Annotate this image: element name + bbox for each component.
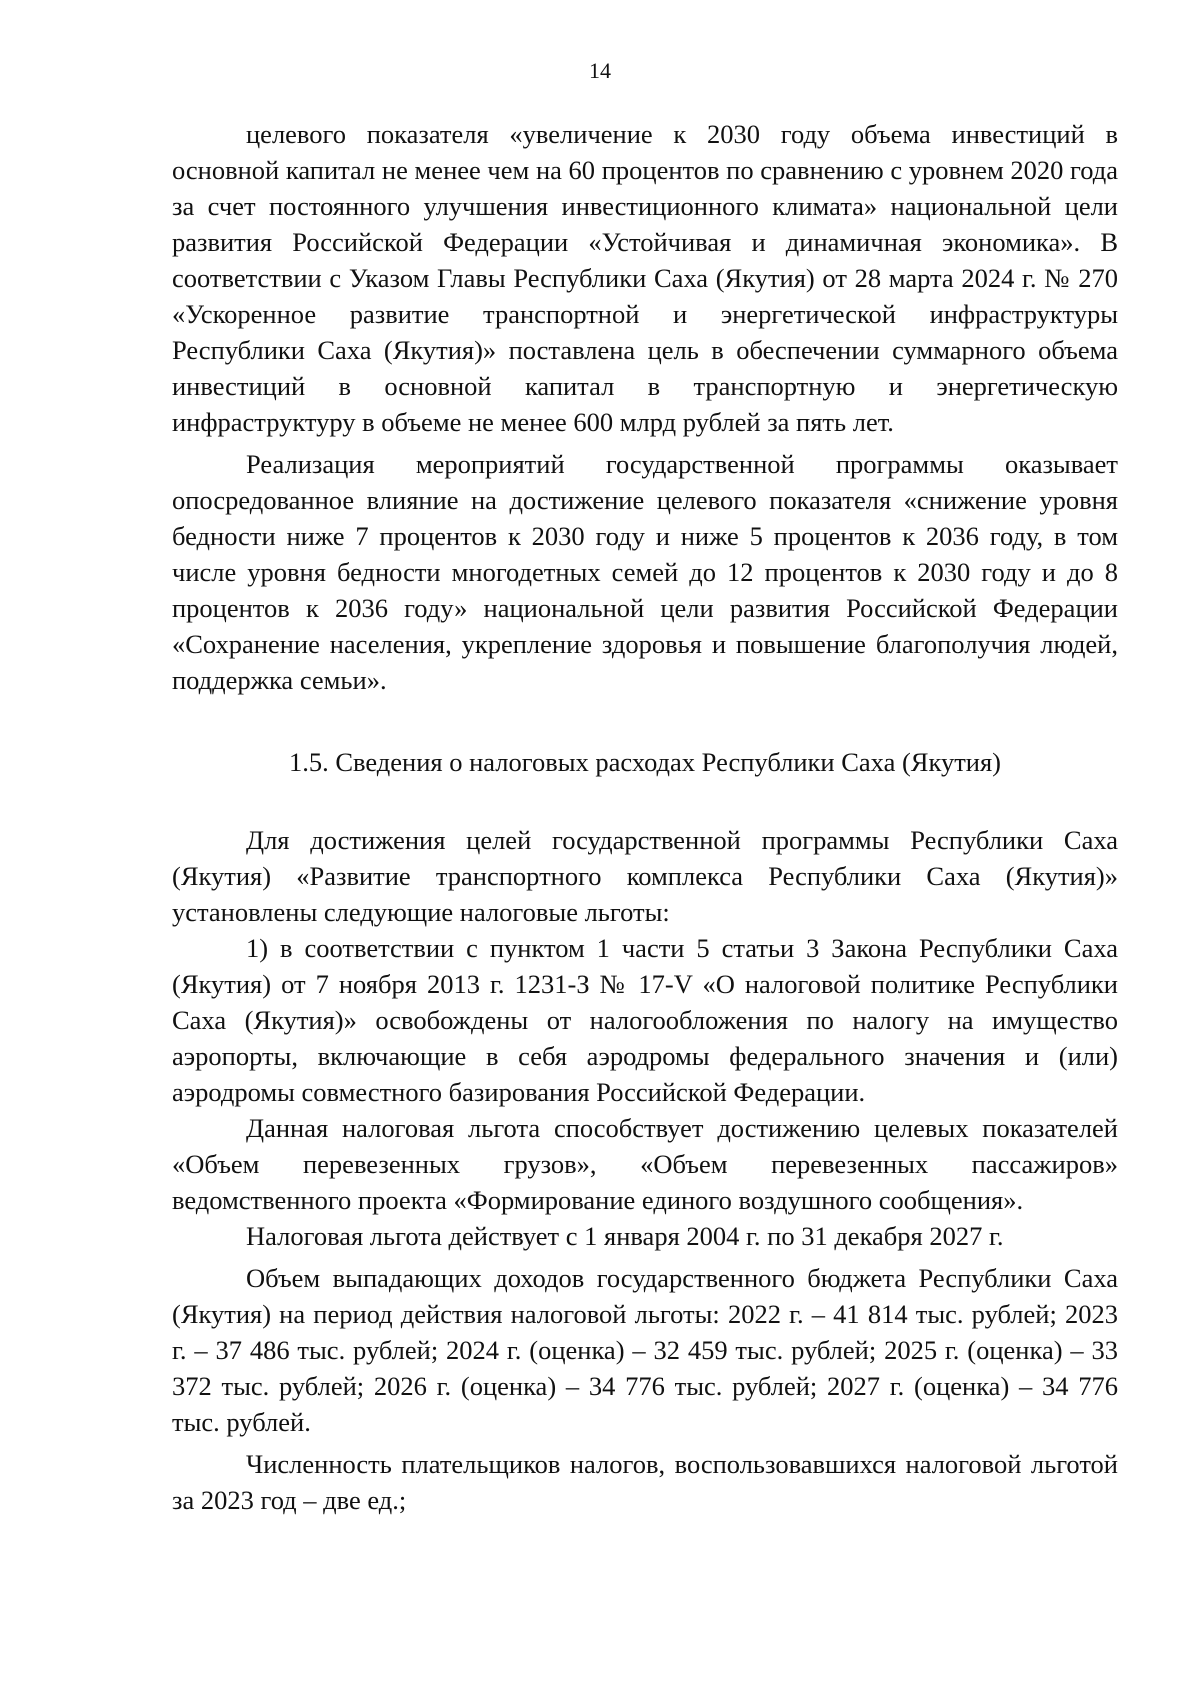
paragraph: Данная налоговая льгота способствует достижению целевых показателей «Объем перевезенных грузов», «Объем перевезенных пассажиров» ведомственного проекта «Формирование единого воздушного сообщения».	[172, 1113, 1118, 1215]
paragraph: 1) в соответствии с пунктом 1 части 5 статьи 3 Закона Республики Саха (Якутия) от 7 ноября 2013 г. 1231-З № 17-V «О налоговой политике Республики Саха (Якутия)» освобождены от налогообложения по налогу на имущество аэропорты, включающие в себя аэродромы федерального значения и (или) аэродромы совместного базирования Российской Федерации.	[172, 933, 1118, 1107]
paragraph: целевого показателя «увеличение к 2030 году объема инвестиций в основной капитал не менее чем на 60 процентов по сравнению с уровнем 2020 года за счет постоянного улучшения инвестиционного климата» национальной цели развития Российской Федерации «Устойчивая и динамичная экономика». В соответствии с Указом Главы Республики Саха (Якутия) от 28 марта 2024 г. № 270 «Ускоренное развитие транспортной и энергетической инфраструктуры Республики Саха (Якутия)» поставлена цель в обеспечении суммарного объема инвестиций в основной капитал в транспортную и энергетическую инфраструктуру в объеме не менее 600 млрд рублей за пять лет.	[172, 119, 1118, 437]
paragraph: Налоговая льгота действует с 1 января 2004 г. по 31 декабря 2027 г.	[246, 1221, 1004, 1251]
paragraph: Объем выпадающих доходов государственного бюджета Республики Саха (Якутия) на период действия налоговой льготы: 2022 г. – 41 814 тыс. рублей; 2023 г. – 37 486 тыс. рублей; 2024 г. (оценка) – 32 459 тыс. рублей; 2025 г. (оценка) – 33 372 тыс. рублей; 2026 г. (оценка) – 34 776 тыс. рублей; 2027 г. (оценка) – 34 776 тыс. рублей.	[172, 1263, 1118, 1437]
section-heading: 1.5. Сведения о налоговых расходах Республики Саха (Якутия)	[288, 747, 1001, 777]
paragraph: Для достижения целей государственной программы Республики Саха (Якутия) «Развитие транспортного комплекса Республики Саха (Якутия)» установлены следующие налоговые льготы:	[172, 825, 1118, 927]
document-body	[172, 116, 1118, 1524]
paragraph: Численность плательщиков налогов, воспользовавшихся налоговой льготой за 2023 год – две ед.;	[172, 1449, 1118, 1515]
paragraph: Реализация мероприятий государственной программы оказывает опосредованное влияние на достижение целевого показателя «снижение уровня бедности ниже 7 процентов к 2030 году и ниже 5 процентов к 2036 году, в том числе уровня бедности многодетных семей до 12 процентов к 2030 году и до 8 процентов к 2036 году» национальной цели развития Российской Федерации «Сохранение населения, укрепление здоровья и повышение благополучия людей, поддержка семьи».	[172, 449, 1118, 695]
page-number: 14	[589, 58, 611, 83]
